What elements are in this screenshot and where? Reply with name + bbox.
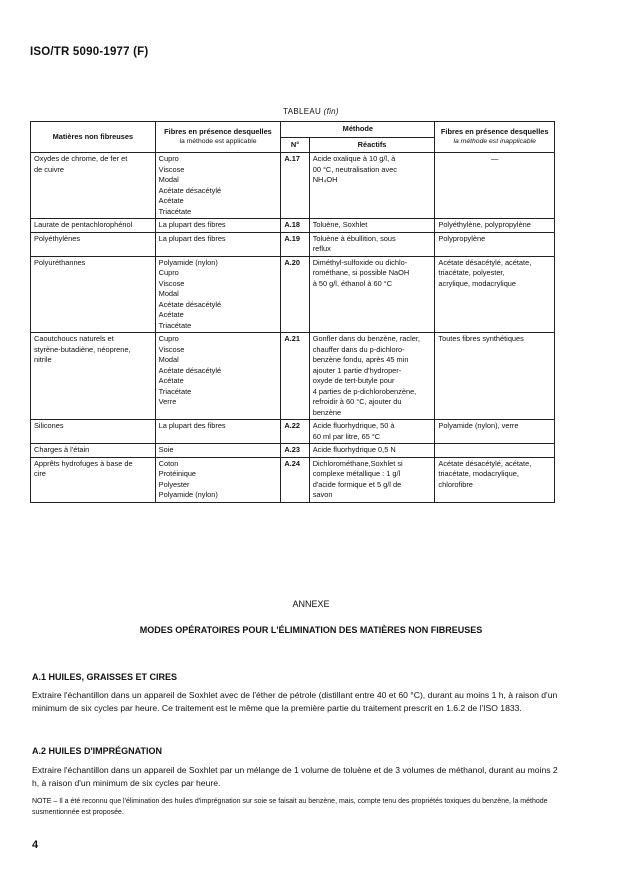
cell-num-line: A.18: [284, 220, 300, 229]
cell-reactifs-line: ajouter 1 partie d'hydroper-: [312, 365, 402, 375]
cell-matiere: [31, 333, 156, 420]
cell-reactifs-line: Acide fluorhydrique 0,5 N: [312, 445, 396, 454]
cell-reactifs-line: 00 °C, neutralisation avec: [312, 164, 398, 174]
cell-reactifs-line: 60 ml par litre, 65 °C: [312, 431, 381, 441]
cell-reactifs-line: Acide oxalique à 10 g/l, à: [312, 154, 396, 163]
cell-reactifs: [309, 457, 435, 502]
cell-matiere-line: styrène-butadiène, néoprene,: [34, 344, 131, 354]
cell-reactifs-line: Toluène, Soxhlet: [312, 220, 368, 229]
table-row: [31, 256, 555, 333]
cell-fibres-applicable-line: Viscose: [158, 344, 185, 354]
cell-reactifs: [309, 232, 435, 256]
header-num: N°: [281, 137, 309, 153]
cell-fibres-inapplicable-line: Polyéthylène, polypropylène: [438, 220, 531, 229]
cell-fibres-inapplicable: [435, 420, 555, 444]
cell-fibres-inapplicable: [435, 153, 555, 219]
cell-reactifs-line: NH₄OH: [312, 175, 338, 184]
section-a1-text: Extraire l'échantillon dans un appareil de Soxhlet avec de l'éther de pétrole (distillant entre 40 et 60 °C), durant au moins 1 h, à raison d'un minimum de six cycles par heure. Ce traitement est le même que la première partie du traitement prescrit en 1.6.2 de l'ISO 1833.: [32, 690, 558, 713]
cell-num: [281, 444, 309, 458]
cell-fibres-inapplicable: [435, 256, 555, 333]
cell-num: [281, 457, 309, 502]
cell-fibres-applicable-line: La plupart des fibres: [158, 421, 226, 430]
cell-fibres-applicable-line: Acétate désacétylé: [158, 299, 222, 309]
cell-reactifs-line: reflux: [312, 244, 331, 253]
cell-reactifs: [309, 333, 435, 420]
cell-matiere-line: Silicones: [34, 421, 64, 430]
header-fibres-applicable: Fibres en présence desquelles la méthode est applicable: [155, 122, 281, 153]
cell-reactifs: [309, 420, 435, 444]
cell-num: [281, 256, 309, 333]
cell-fibres-applicable-line: Viscose: [158, 164, 185, 174]
cell-fibres-applicable-line: La plupart des fibres: [158, 220, 226, 229]
cell-fibres-inapplicable: [435, 333, 555, 420]
cell-matiere: [31, 420, 156, 444]
cell-fibres-applicable: [155, 457, 281, 502]
cell-fibres-inapplicable-line: Polyamide (nylon), verre: [438, 421, 519, 430]
header-reactifs: Réactifs: [309, 137, 435, 153]
cell-fibres-applicable-line: Acétate désacétylé: [158, 185, 222, 195]
table-caption: [0, 107, 622, 116]
cell-num-line: A.20: [284, 257, 300, 267]
cell-fibres-applicable-line: Cupro: [158, 268, 179, 277]
cell-fibres-applicable-line: Acétate désacétylé: [158, 365, 222, 375]
cell-reactifs-line: Gonfler dans du benzène, racler,: [312, 334, 420, 343]
page-number: 4: [32, 839, 39, 851]
cell-fibres-applicable-line: Viscose: [158, 278, 185, 288]
cell-fibres-applicable: [155, 420, 281, 444]
cell-reactifs: [309, 444, 435, 458]
cell-reactifs-line: chauffer dans du p-dichloro-: [312, 344, 405, 354]
cell-fibres-inapplicable-line: acrylique, modacrylique: [438, 278, 517, 288]
cell-fibres-inapplicable: [435, 444, 555, 458]
cell-fibres-applicable-line: Triacétate: [158, 206, 192, 216]
cell-fibres-applicable-line: Soie: [158, 445, 174, 454]
table-row: [31, 444, 555, 458]
header-methode: Méthode: [281, 122, 435, 138]
table-body: [31, 153, 555, 503]
annexe-title: ANNEXE: [292, 599, 330, 609]
cell-reactifs: [309, 153, 435, 219]
cell-num-line: A.23: [284, 445, 300, 454]
cell-reactifs-line: oxyde de tert-butyle pour: [312, 376, 395, 385]
cell-reactifs-line: 4 parties de p-dichlorobenzène,: [312, 386, 417, 396]
cell-fibres-inapplicable: [435, 219, 555, 233]
cell-fibres-applicable-line: Coton: [158, 458, 179, 468]
cell-num: [281, 153, 309, 219]
cell-fibres-applicable-line: Polyester: [158, 479, 190, 489]
cell-fibres-applicable-line: Cupro: [158, 334, 179, 343]
cell-fibres-applicable-line: Acétate: [158, 310, 184, 319]
cell-num-line: A.19: [284, 233, 300, 243]
cell-fibres-applicable: [155, 333, 281, 420]
cell-fibres-applicable: [155, 232, 281, 256]
header-matieres: Matières non fibreuses: [31, 122, 156, 153]
cell-fibres-applicable-line: Acétate: [158, 376, 184, 385]
cell-num-line: A.24: [284, 458, 300, 468]
table-caption-suffix: (fin): [323, 107, 339, 116]
cell-reactifs-line: benzène fondu, après 45 min: [312, 355, 409, 364]
cell-matiere-line: nitrile: [34, 355, 52, 364]
cell-matiere: [31, 256, 156, 333]
cell-fibres-applicable-line: Triacétate: [158, 320, 192, 330]
cell-matiere-line: Laurate de pentachlorophénol: [34, 220, 133, 229]
cell-matiere-line: Charges à l'étain: [34, 445, 90, 454]
cell-fibres-applicable-line: Modal: [158, 175, 179, 184]
cell-num-line: A.17: [284, 154, 300, 163]
cell-matiere-line: Caoutchoucs naturels et: [34, 334, 114, 343]
table-row: [31, 420, 555, 444]
section-a2-note: NOTE – Il a été reconnu que l'élimination des huiles d'imprégnation sur soie se faisait au benzène, mais, compte tenu des propriétés toxiques du benzène, la méthode susmentionnée est proposée.: [32, 798, 548, 816]
cell-reactifs-line: rométhane, si possible NaOH: [312, 268, 410, 277]
cell-fibres-applicable-line: Cupro: [158, 154, 179, 163]
table-row: [31, 219, 555, 233]
cell-fibres-applicable: [155, 153, 281, 219]
cell-fibres-applicable-line: Protéinique: [158, 469, 197, 478]
cell-fibres-inapplicable: [435, 232, 555, 256]
cell-fibres-applicable-line: Polyamide (nylon): [158, 257, 218, 267]
cell-reactifs-line: d'acide formique et 5 g/l de: [312, 479, 402, 489]
cell-num: [281, 232, 309, 256]
cell-matiere-line: Oxydes de chrome, de fer et: [34, 154, 128, 163]
table-row: [31, 232, 555, 256]
cell-fibres-inapplicable-line: chlorofibre: [438, 479, 473, 489]
cell-num-line: A.21: [284, 334, 300, 343]
cell-fibres-applicable-line: Modal: [158, 355, 179, 364]
cell-fibres-applicable: [155, 256, 281, 333]
cell-matiere: [31, 444, 156, 458]
cell-reactifs: [309, 256, 435, 333]
cell-reactifs: [309, 219, 435, 233]
cell-matiere-line: cire: [34, 469, 46, 478]
cell-fibres-applicable: [155, 219, 281, 233]
document-header: ISO/TR 5090-1977 (F): [30, 46, 149, 58]
cell-reactifs-line: à 50 g/l, éthanol à 60 °C: [312, 278, 393, 288]
reagent-table: [30, 121, 555, 503]
annexe-subtitle: MODES OPÉRATOIRES POUR L'ÉLIMINATION DES MATIÈRES NON FIBREUSES: [139, 625, 483, 635]
table-row: [31, 153, 555, 219]
cell-fibres-inapplicable-line: Acétate désacétylé, acétate,: [438, 458, 532, 468]
cell-num: [281, 219, 309, 233]
cell-fibres-applicable-line: Triacétate: [158, 386, 192, 396]
header-fibres-inapplicable: Fibres en présence desquelles la méthode est inapplicable: [435, 122, 555, 153]
cell-matiere-line: Apprêts hydrofuges à base de: [34, 458, 133, 468]
table-row: [31, 457, 555, 502]
cell-fibres-inapplicable-line: Polypropylène: [438, 233, 486, 243]
cell-reactifs-line: complexe métallique : 1 g/l: [312, 469, 401, 478]
section-a1-heading: A.1 HUILES, GRAISSES ET CIRES: [32, 672, 178, 682]
table-caption-main: TABLEAU: [283, 107, 322, 116]
cell-num: [281, 333, 309, 420]
cell-fibres-applicable-line: Modal: [158, 289, 179, 298]
cell-matiere: [31, 232, 156, 256]
cell-num-line: A.22: [284, 421, 300, 430]
cell-reactifs-line: savon: [312, 490, 333, 499]
cell-reactifs-line: Toluène à ébullition, sous: [312, 233, 396, 243]
table-row: [31, 333, 555, 420]
cell-matiere: [31, 457, 156, 502]
cell-fibres-applicable-line: Polyamide (nylon): [158, 490, 218, 499]
cell-matiere-line: de cuivre: [34, 164, 64, 174]
cell-fibres-inapplicable-line: —: [491, 154, 499, 163]
cell-fibres-inapplicable: [435, 457, 555, 502]
cell-fibres-applicable-line: La plupart des fibres: [158, 233, 226, 243]
cell-reactifs-line: Acide fluorhydrique, 50 à: [312, 421, 395, 430]
cell-matiere-line: Polyéthylènes: [34, 233, 81, 243]
cell-fibres-inapplicable-line: Toutes fibres synthétiques: [438, 334, 524, 343]
cell-fibres-inapplicable-line: triacétate, modacrylique,: [438, 469, 519, 478]
cell-reactifs-line: Dichlorométhane,Soxhlet si: [312, 458, 403, 468]
cell-fibres-inapplicable-line: Acétate désacétylé, acétate,: [438, 257, 532, 267]
cell-matiere-line: Polyuréthannes: [34, 257, 86, 267]
cell-num: [281, 420, 309, 444]
cell-matiere: [31, 219, 156, 233]
cell-fibres-inapplicable-line: triacétate, polyester,: [438, 268, 505, 277]
cell-reactifs-line: benzène: [312, 407, 342, 417]
cell-reactifs-line: Diméthyl-sulfoxide ou dichlo-: [312, 257, 408, 267]
cell-fibres-applicable-line: Verre: [158, 397, 177, 406]
cell-matiere: [31, 153, 156, 219]
section-a2-heading: A.2 HUILES D'IMPRÉGNATION: [32, 746, 162, 756]
section-a2-text: Extraire l'échantillon dans un appareil de Soxhlet par un mélange de 1 volume de toluène et de 3 volumes de méthanol, durant au moins 2 h, à raison d'un minimum de six cycles par heure.: [32, 765, 558, 788]
cell-fibres-applicable: [155, 444, 281, 458]
cell-reactifs-line: refroidir à 60 °C, ajouter du: [312, 397, 402, 406]
cell-fibres-applicable-line: Acétate: [158, 196, 184, 205]
